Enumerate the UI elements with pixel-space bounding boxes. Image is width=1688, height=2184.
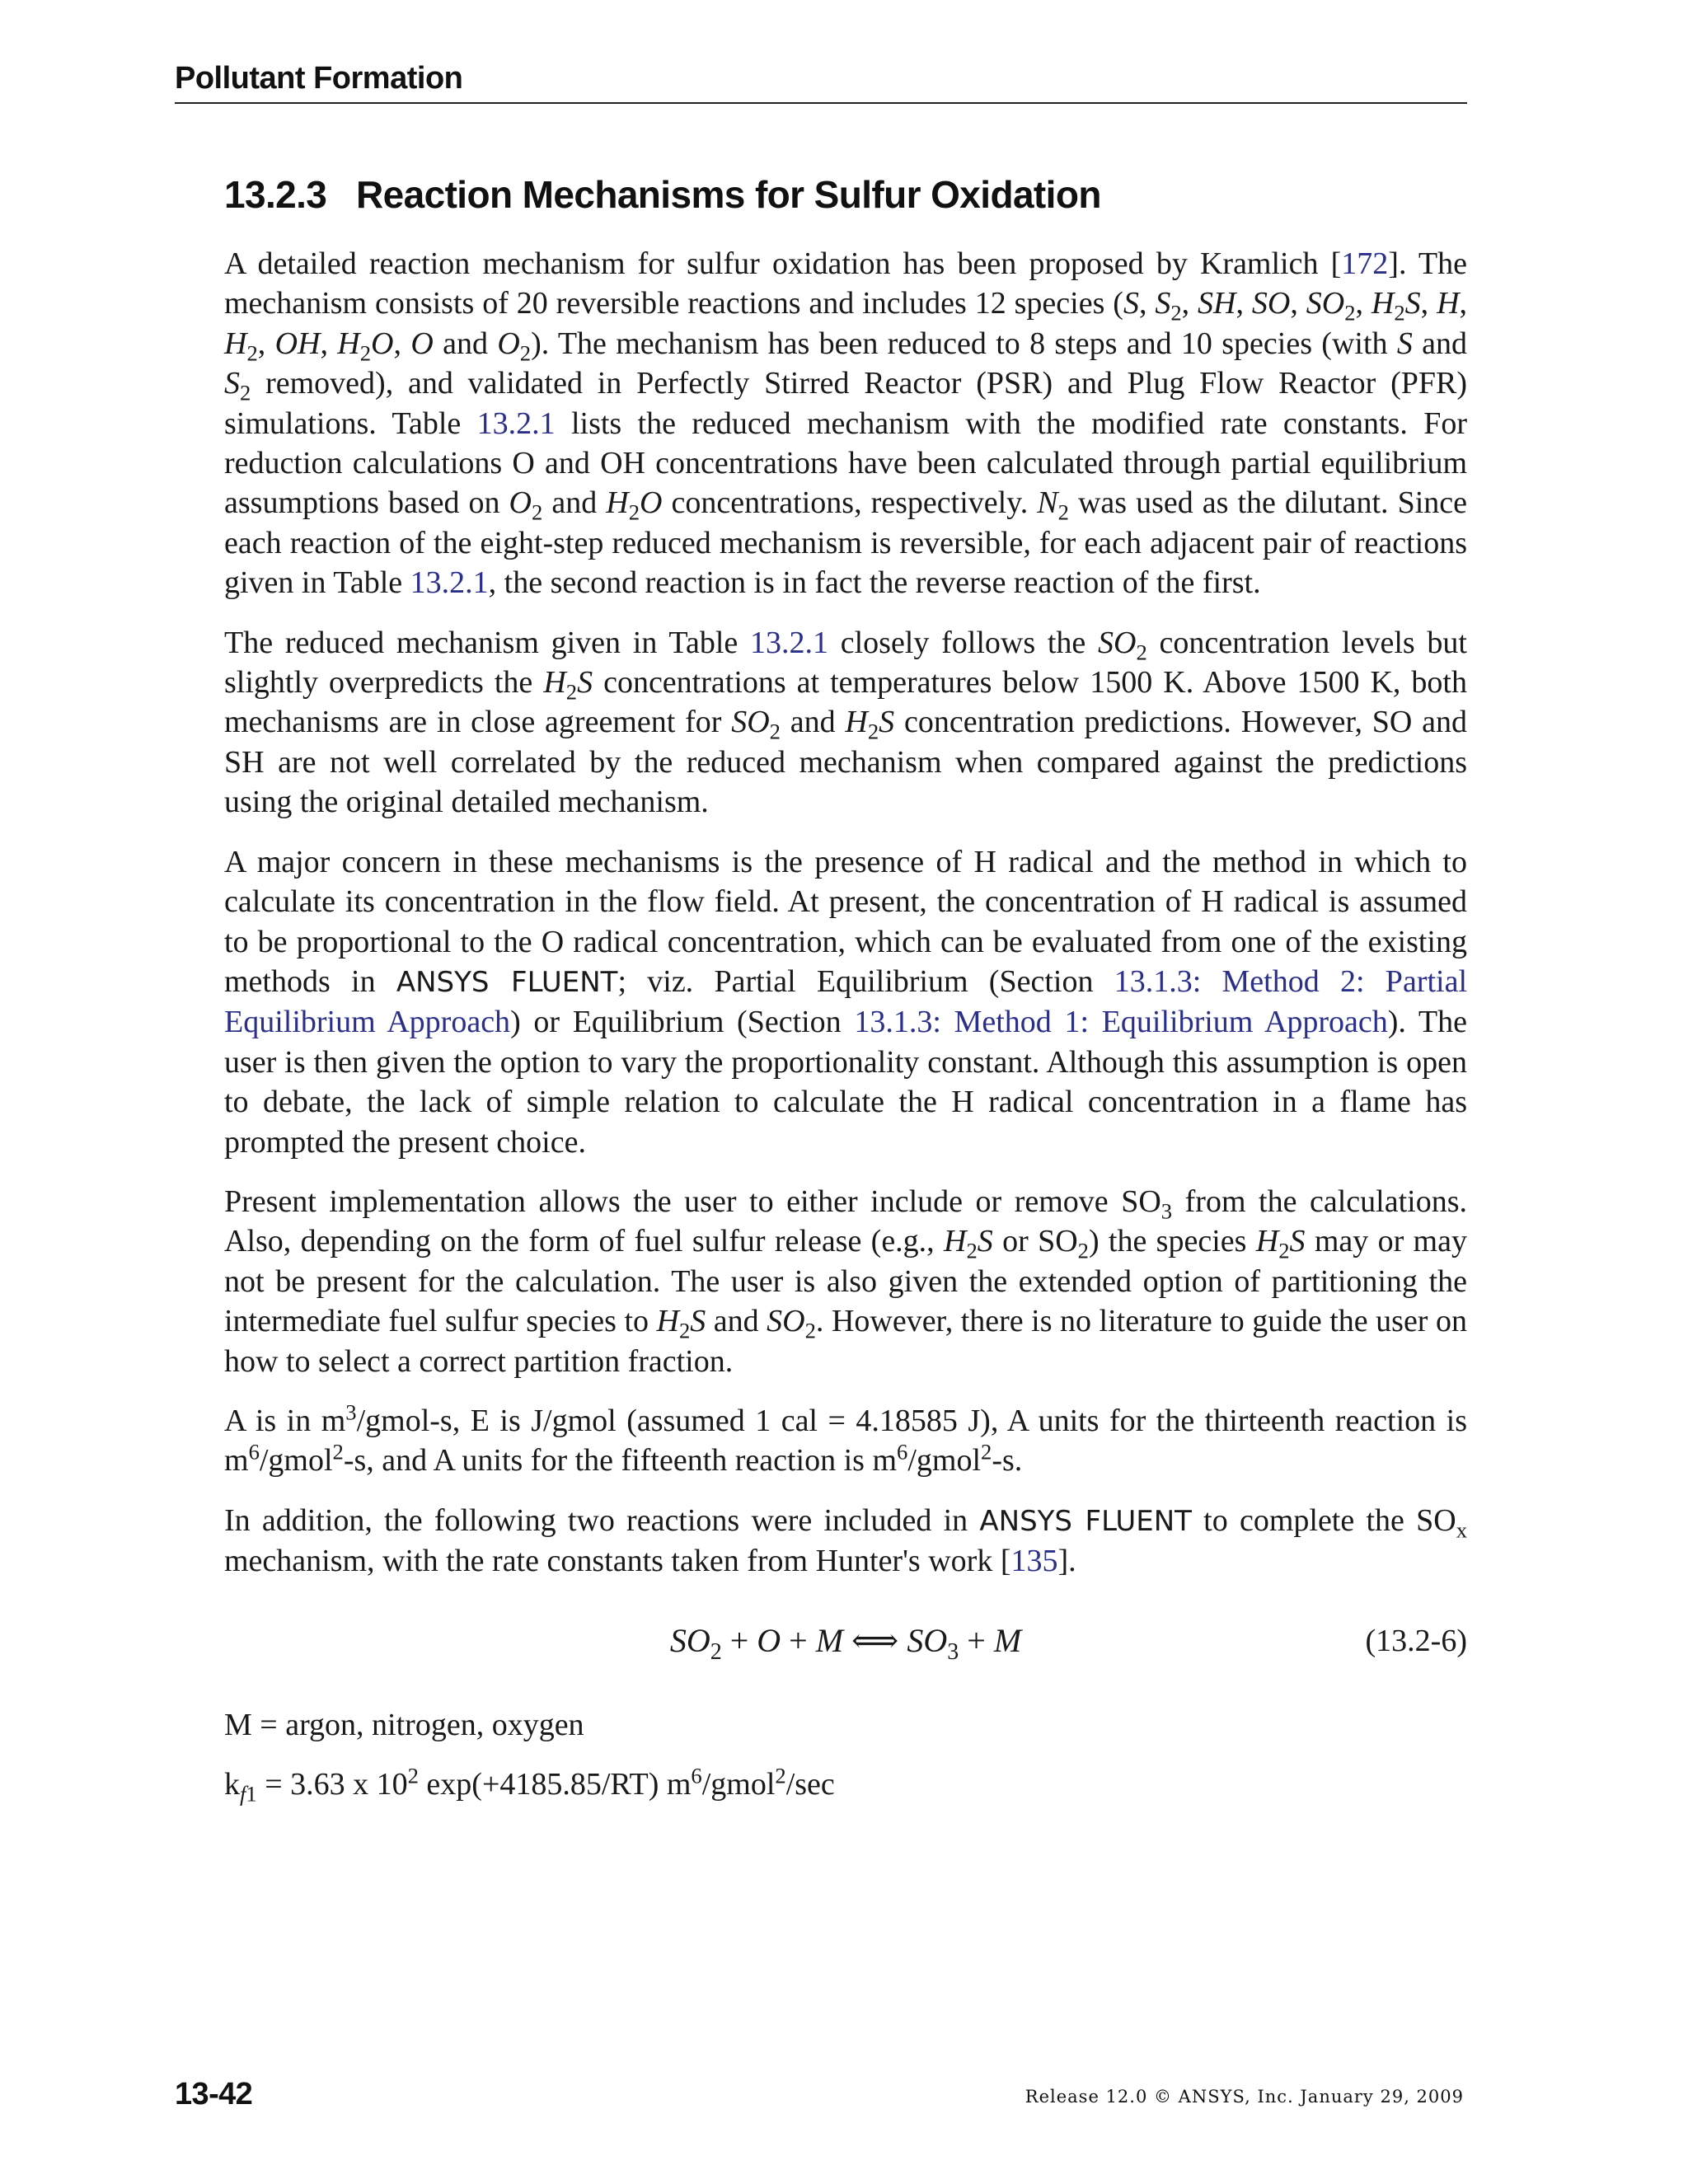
body-text [224, 244, 1467, 1824]
paragraph-4: Present implementation allows the user to either include or remove $SO_3$ from the calculations. Also, depending on the form of fuel sulfur release (e.g., $H_2S$ or $SO_2$) the species $H_2S$ may or may not be present for the calculation. The user is also given the extended option of partitioning the intermediate fuel sulfur species to $H_2S$ and $SO_2$. However, there is no literature to guide the user on how to select a correct partition fraction. [224, 1183, 1467, 1379]
paragraph-2: The reduced mechanism given in Table 13.2.1 closely follows the $SO_2$ concentration levels but slightly overpredicts the $H_2S$ concentrations at temperatures below 1500 K. Above 1500 K, both mechanisms are in close agreement for $SO_2$ and $H_2S$ concentration predictions. However, SO and SH are not well correlated by the reduced mechanism when compared against the predictions using the original detailed mechanism. [224, 625, 1467, 820]
table-link[interactable]: 13.2.1 [476, 405, 556, 441]
table-link[interactable]: 13.2.1 [749, 625, 828, 660]
product-name: ANSYS FLUENT [979, 1504, 1192, 1538]
release-line: Release 12.0 © ANSYS, Inc. January 29, 2009 [1025, 2087, 1464, 2107]
citation-link[interactable]: 172 [1341, 246, 1389, 281]
product-name: ANSYS FLUENT [396, 965, 618, 999]
equation-13-2-6 [224, 1621, 1467, 1679]
page-number: 13-42 [175, 2077, 253, 2111]
paragraph-3: A major concern in these mechanisms is the presence of H radical and the method in which to calculate its concentration in the flow field. At present, the concentration of H radical is assumed to be proportional to the O radical concentration, which can be evaluated from one of the existing methods in ANSYS FLUENT; viz. Partial Equilibrium (Section 13.1.3: Method 2: Partial Equilibrium Approach) or Equilibrium (Section 13.1.3: Method 1: Equilibrium Approach). The user is then given the option to vary the proportionality constant. Although this assumption is open to debate, the lack of simple relation to calculate the H radical concentration in a flame has prompted the present choice. [224, 844, 1468, 1160]
definition-kf1: $k_{f1} = 3.63$ x $10^2$ exp(+4185.85/RT) $m^6/gmol^2/\sec$ [224, 1763, 835, 1807]
section-link-method1[interactable]: 13.1.3: Method 1: Equilibrium Approach [854, 1005, 1388, 1040]
citation-link[interactable]: 135 [1010, 1544, 1058, 1579]
paragraph-6: In addition, the following two reactions were included in ANSYS FLUENT to complete the $SO_x$ mechanism, with the rate constants taken from Hunter's work [135]. [224, 1502, 1467, 1579]
section-link-method2[interactable]: 13.1.3: Method 2: Partial Equilibrium Approach [224, 963, 1468, 1040]
paragraph-1: A detailed reaction mechanism for sulfur oxidation has been proposed by Kramlich [172]. The mechanism consists of 20 reversible reactions and includes 12 species (S, $S_2$, SH, SO, $SO_2$, $H_2S$, H, $H_2$, OH, $H_2O$, O and $O_2$). The mechanism has been reduced to 8 steps and 10 species (with S and $S_2$ removed), and validated in Perfectly Stirred Reactor (PSR) and Plug Flow Reactor (PFR) simulations. Table 13.2.1 lists the reduced mechanism with the modified rate constants. For reduction calculations O and OH concentrations have been calculated through partial equilibrium assumptions based on $O_2$ and $H_2O$ concentrations, respectively. $N_2$ was used as the dilutant. Since each reaction of the eight-step reduced mechanism is reversible, for each adjacent pair of reactions given in Table 13.2.1, the second reaction is in fact the reverse reaction of the first. [224, 246, 1468, 601]
running-header: Pollutant Formation [175, 59, 1467, 104]
equation-body: $SO_2 + O + M$ ⟺ $SO_3 + M$ [669, 1621, 1022, 1665]
section-heading [224, 170, 1101, 219]
section-title: Reaction Mechanisms for Sulfur Oxidation [356, 173, 1101, 216]
equation-number: (13.2-6) [1365, 1623, 1467, 1658]
table-link[interactable]: 13.2.1 [410, 565, 489, 601]
paragraph-5: A is in $m^3/gmol-s$, E is J/gmol (assumed 1 cal = 4.18585 J), A units for the thirteenth reaction is $m^6/gmol^2-s$, and A units for the fifteenth reaction is $m^6/gmol^2-s$. [224, 1399, 1467, 1479]
section-number: 13.2.3 [224, 173, 327, 216]
definition-m: M = argon, nitrogen, oxygen [224, 1707, 584, 1742]
